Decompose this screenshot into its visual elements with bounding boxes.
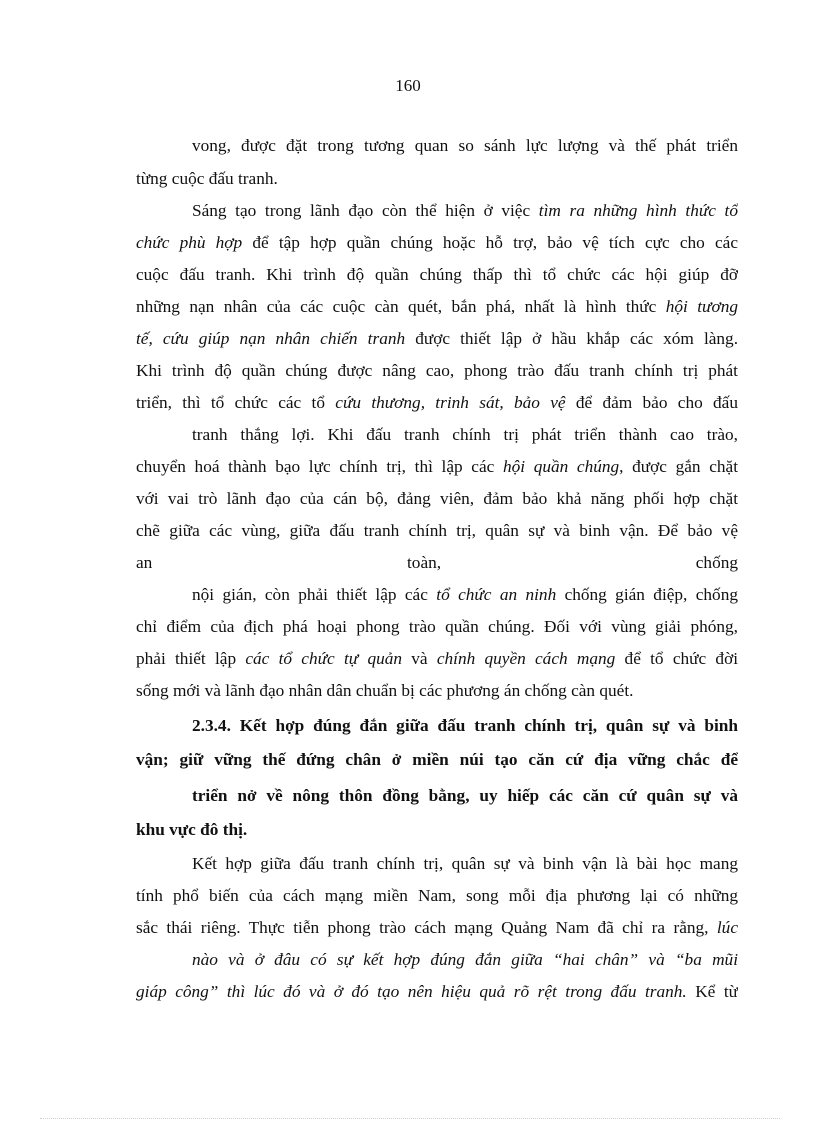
section-heading-line [136,818,738,842]
paragraph-line [136,916,738,940]
text-run: chống gián điệp, chống [556,585,738,604]
italic-text: nào và ở đâu có sự kết hợp đúng đắn giữa “hai chân” và “ba mũi [192,950,738,969]
italic-text: giáp công” thì lúc đó và ở đó tạo nên hiệu quả rõ rệt trong đấu tranh. [136,982,687,1001]
paragraph-line [136,391,738,415]
paragraph-line [136,884,738,908]
text-run: với vai trò lãnh đạo của cán bộ, đảng viên, đảm bảo khả năng phối hợp chặt [136,489,738,508]
paragraph-line [136,167,738,191]
page-number: 160 [395,76,421,95]
text-run: những nạn nhân của các cuộc càn quét, bắn phá, nhất là hình thức [136,297,666,316]
paragraph-line [136,359,738,383]
section-heading-line [192,784,738,808]
text-run: chẽ giữa các vùng, giữa đấu tranh chính trị, quân sự và binh vận. Để bảo vệ [136,521,738,540]
paragraph-line [136,519,738,543]
text-run: để tập hợp quần chúng hoặc hỗ trợ, bảo vệ tích cực cho các [242,233,738,252]
text-run: triển nở về nông thôn đồng bằng, uy hiếp các căn cứ quân sự và [192,786,738,805]
paragraph-line [136,455,738,479]
page-bottom-border [40,1118,780,1119]
text-run: được thiết lập ở hầu khắp các xóm làng. [405,329,738,348]
text-run: Kể từ [686,982,738,1001]
text-run: tính phổ biến của cách mạng miền Nam, song mỗi địa phương lại có những [136,886,738,905]
section-heading-line [192,714,738,738]
paragraph-line [136,615,738,639]
text-run: từng cuộc đấu tranh. [136,169,278,188]
italic-text: tế, cứu giúp nạn nhân chiến tranh [136,329,406,348]
text-run: an toàn, chống [136,553,738,572]
paragraph-line [136,980,738,1004]
italic-text: hội quần chúng [502,457,620,476]
paragraph-line [136,551,738,575]
paragraph-line [192,583,738,607]
paragraph-line [136,679,738,703]
text-run: để tổ chức đời [615,649,738,668]
paragraph-line [136,647,738,671]
paragraph-line [192,948,738,972]
text-run: nội gián, còn phải thiết lập các [192,585,437,604]
paragraph-line [136,487,738,511]
paragraph-line [136,327,738,351]
paragraph-line [136,263,738,287]
text-run: Khi trình độ quần chúng được nâng cao, phong trào đấu tranh chính trị phát [136,361,738,380]
text-run: triển, thì tổ chức các tổ [136,393,336,412]
italic-text: các tổ chức tự quản [245,649,403,668]
text-run: vận; giữ vững thế đứng chân ở miền núi tạo căn cứ địa vững chắc để [136,750,738,769]
text-run: chỉ điểm của địch phá hoại phong trào quần chúng. Đối với vùng giải phóng, [136,617,738,636]
paragraph-line [192,134,738,158]
text-run: 2.3.4. Kết hợp đúng đắn giữa đấu tranh chính trị, quân sự và binh [192,716,738,735]
paragraph-line [192,199,738,223]
italic-text: chức phù hợp [136,233,243,252]
text-run: Sáng tạo trong lãnh đạo còn thể hiện ở việc [192,201,539,220]
text-run: cuộc đấu tranh. Khi trình độ quần chúng thấp thì tổ chức các hội giúp đỡ [136,265,738,284]
italic-text: lúc [716,918,738,937]
paragraph-line [136,231,738,255]
text-run: sắc thái riêng. Thực tiễn phong trào cách mạng Quảng Nam đã chỉ ra rằng, [136,918,717,937]
italic-text: tổ chức an ninh [436,585,557,604]
text-run: khu vực đô thị. [136,820,248,839]
text-run: phải thiết lập [136,649,246,668]
section-heading-line [136,748,738,772]
italic-text: hội tương [665,297,738,316]
text-run: , được gắn chặt [619,457,738,476]
paragraph-line [192,423,738,447]
text-run: tranh thắng lợi. Khi đấu tranh chính trị phát triển thành cao trào, [192,425,738,444]
paragraph-line [136,295,738,319]
text-run: vong, được đặt trong tương quan so sánh lực lượng và thế phát triển [192,136,738,155]
text-run: sống mới và lãnh đạo nhân dân chuẩn bị các phương án chống càn quét. [136,681,634,700]
italic-text: cứu thương, trinh sát, bảo vệ [335,393,566,412]
italic-text: tìm ra những hình thức tổ [538,201,738,220]
text-run: Kết hợp giữa đấu tranh chính trị, quân sự và binh vận là bài học mang [192,854,738,873]
text-run: và [402,649,437,668]
italic-text: chính quyền cách mạng [436,649,616,668]
text-run: để đảm bảo cho đấu [565,393,738,412]
paragraph-line [192,852,738,876]
text-run: chuyển hoá thành bạo lực chính trị, thì lập các [136,457,503,476]
